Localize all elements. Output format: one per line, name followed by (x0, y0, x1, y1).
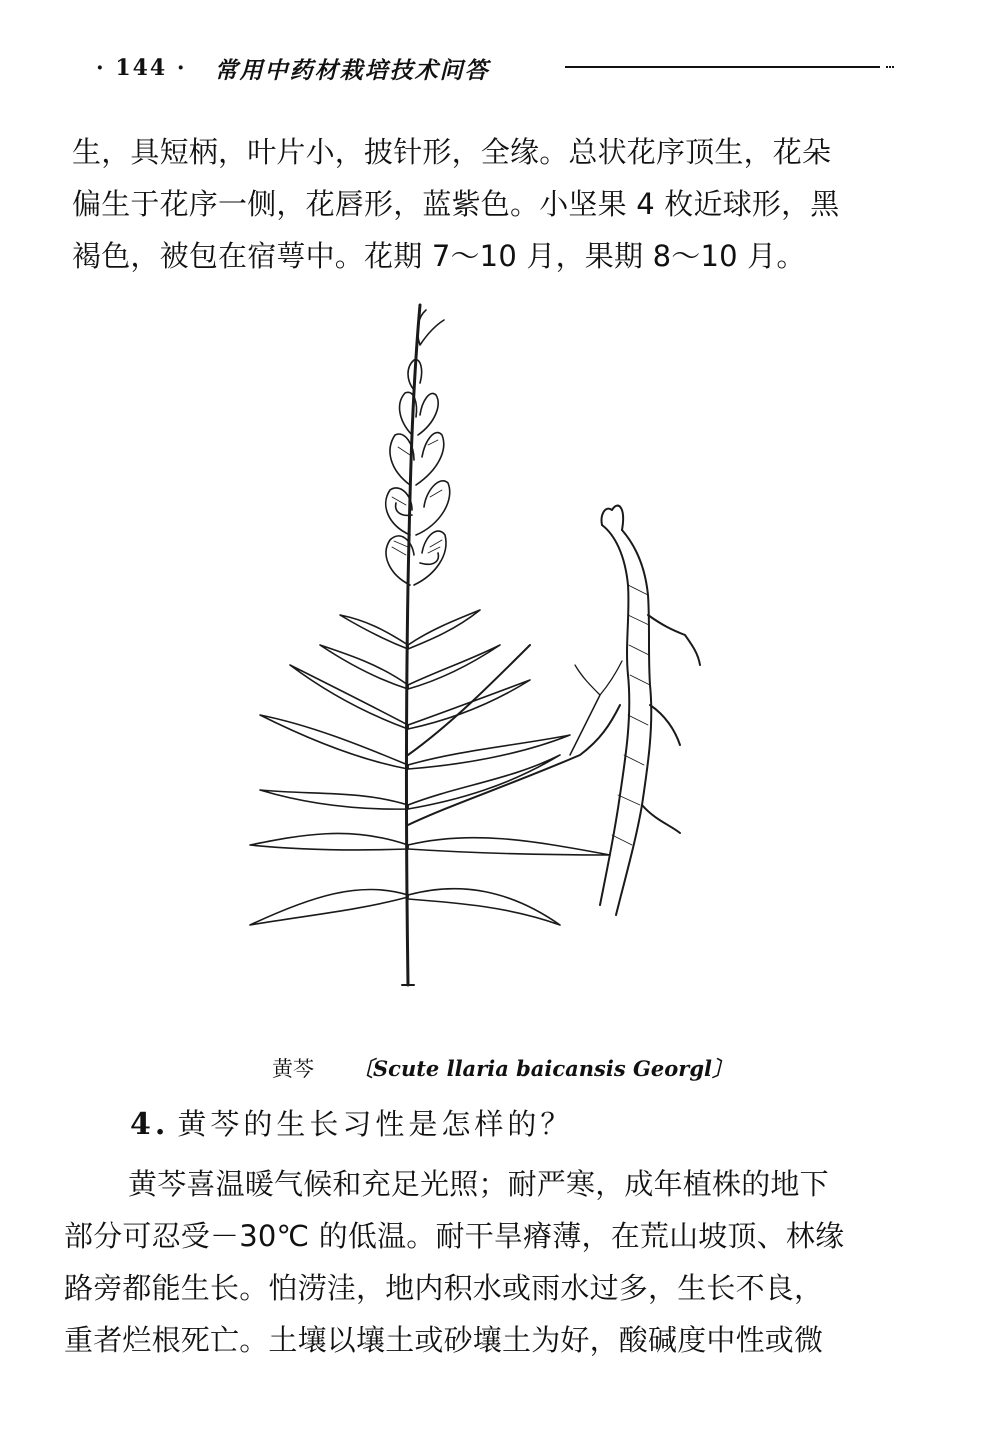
page-header (96, 50, 896, 86)
scutellaria-illustration (230, 285, 730, 1005)
caption-chinese-name: 黄芩 (272, 1057, 314, 1081)
text-line: 黄芩喜温暖气候和充足光照；耐严寒，成年植株的地下 (128, 1167, 829, 1201)
text-line: 生，具短柄，叶片小，披针形，全缘。总状花序顶生，花朵 (72, 135, 832, 169)
question-number: 4. (130, 1107, 170, 1142)
text-line: 重者烂根死亡。土壤以壤土或砂壤土为好，酸碱度中性或微 (64, 1323, 824, 1357)
question-heading (130, 1102, 573, 1143)
answer-paragraph (64, 1158, 844, 1366)
question-title: 黄芩的生长习性是怎样的？ (177, 1107, 574, 1141)
intro-paragraph (72, 126, 840, 282)
text-line: 偏生于花序一侧，花唇形，蓝紫色。小坚果 4 枚近球形，黑 (72, 187, 840, 221)
figure-caption (272, 1052, 733, 1084)
text-line: 部分可忍受－30℃ 的低温。耐干旱瘠薄，在荒山坡顶、林缘 (64, 1219, 845, 1253)
caption-latin-name: 〔Scute llaria baicansis Georgl〕 (352, 1056, 734, 1081)
header-rule (565, 66, 880, 68)
book-title: 常用中药材栽培技术问答 (214, 56, 490, 84)
page-number: · 144 · (96, 55, 187, 81)
text-line: 褐色，被包在宿萼中。花期 7～10 月，果期 8～10 月。 (72, 239, 806, 273)
text-line: 路旁都能生长。怕涝洼，地内积水或雨水过多，生长不良， (64, 1271, 824, 1305)
